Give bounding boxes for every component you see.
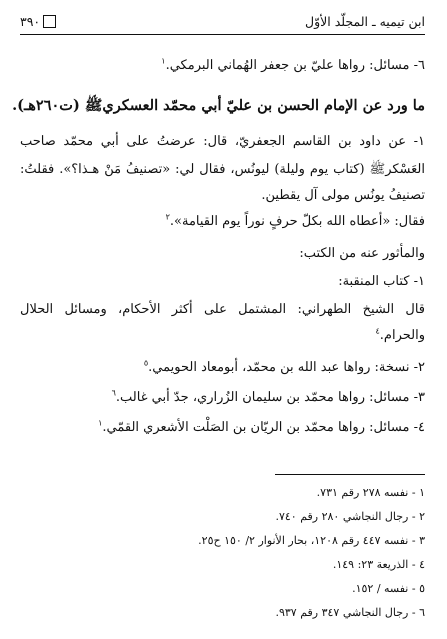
footnote-ref: ٢ [165, 212, 170, 222]
page-header [20, 10, 425, 32]
list-item: ٣- مسائل: رواها محمّد بن سليمان الزُراري، جدّ أبي غالب.$^٦$ [111, 388, 425, 405]
footnote-ref: ٤ [375, 326, 380, 336]
footnote-rule [275, 474, 425, 475]
footnote: ٥ - نفسه / ١٥٢. [352, 582, 425, 595]
book-page [12, 0, 425, 639]
text-line: فقال: «أعطاه الله بكلّ حرفٍ نوراً يوم القيامة».$^٢$ [165, 212, 425, 229]
page-number-text: ٣٩٠ [20, 13, 41, 29]
text-line: العَسْكرﷺ (كتاب يوم وليلة) ليونُس، فقال لي: «تصنيفُ مَنْ هـذا؟». فقلتُ: [20, 162, 425, 177]
page-marker-icon [43, 15, 56, 28]
footnote: ٤ - الذريعة ٢٣: ١٤٩. [332, 558, 425, 571]
footnote-ref: ١ [161, 56, 166, 66]
footnote-ref: ٥ [143, 358, 149, 368]
footnote-ref: ١ [98, 418, 103, 428]
header-rule [20, 34, 425, 35]
footnote: ٢ - رجال النجاشي ٢٨٠ رقم ٧٤٠. [275, 510, 425, 523]
text-line: ١- عن داود بن القاسم الجعفريّ، قال: عرضتُ على أبي محمّد صاحب [20, 134, 425, 149]
footnote-ref: ٦ [111, 388, 116, 398]
text-line: ٦- مسائل: رواها عليّ بن جعفر الهُماني البرمكي.$^١$ [161, 56, 425, 73]
list-item: ١- كتاب المنقبة: [338, 274, 425, 289]
page-number [20, 14, 56, 29]
text-line: تصنيفُ يونُس مولى آل يقطين. [261, 188, 425, 203]
section-heading: ما ورد عن الإمام الحسن بن عليّ أبي محمّد العسكريﷺ (ت٢٦٠هـ). [12, 97, 425, 114]
footnote: ١ - نفسه ٢٧٨ رقم ٧٣١. [316, 486, 425, 499]
running-title-text: ابن تيميه ـ المجلّد الأوّل [305, 13, 425, 29]
footnote: ٦ - رجال النجاشي ٣٤٧ رقم ٩٣٧. [275, 606, 425, 619]
running-title [305, 14, 425, 29]
text-line: والحرام.$^٤$ [375, 326, 425, 343]
footnote: ٣ - نفسه ٤٤٧ رقم ١٢٠٨، بحار الأنوار ٢/ ١٥٠ ح٢٥. [198, 534, 425, 547]
list-item: ٢- نسخة: رواها عبد الله بن محمّد، أبومعاد الحويمي.$^٥$ [143, 358, 425, 375]
text-line: قال الشيخ الطهراني: المشتمل على أكثر الأحكام، ومسائل الحلال [20, 302, 425, 317]
text-line: والمأثور عنه من الكتب: [299, 246, 425, 261]
list-item: ٤- مسائل: رواها محمّد بن الريّان بن الصَلْت الأشعري القمّي.$^١$ [98, 418, 425, 435]
